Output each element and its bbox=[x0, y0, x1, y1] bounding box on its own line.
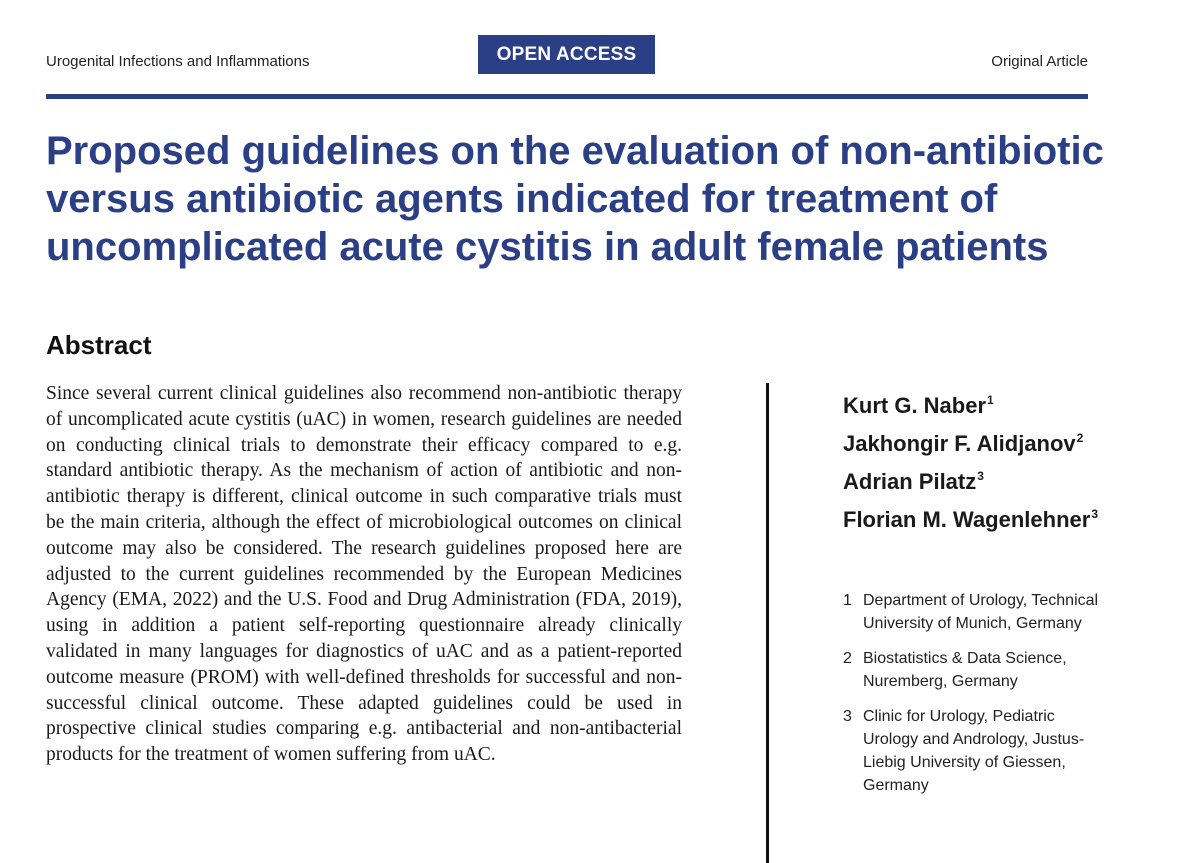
author-name: Kurt G. Naber bbox=[843, 393, 987, 418]
affiliation-item bbox=[843, 647, 1143, 693]
abstract-heading: Abstract bbox=[46, 330, 152, 360]
affiliation-list bbox=[843, 589, 1143, 809]
abstract-text: Since several current clinical guidelines also recommend non-antibiotic therapy of uncomplicated acute cystitis (uAC) in women, research guidelines are needed on conducting clinical trials to demonstrate their efficacy compared to e.g. standard antibiotic therapy. As the mechanism of action of antibiotic and non-antibiotic therapy is different, clinical outcome in such comparative trials must be the main criteria, although the effect of microbiological outcomes on clinical outcome may also be considered. The research guidelines proposed here are adjusted to the current guidelines recommended by the European Medicines Agency (EMA, 2022) and the U.S. Food and Drug Administration (FDA, 2019), using in addition a patient self-reporting questionnaire already clinically validated in many languages for diagnostics of uAC and as a patient-reported outcome measure (PROM) with well-defined thresholds for successful and non-successful clinical outcome. These adapted guidelines could be used in prospective clinical studies comparing e.g. antibacterial and non-antibacterial products for the treatment of women suffering from uAC. bbox=[46, 383, 682, 766]
author-item bbox=[843, 384, 1143, 422]
author-affiliation-mark: 3 bbox=[977, 469, 984, 483]
affiliation-text: Department of Urology, Technical University of Munich, Germany bbox=[863, 592, 1099, 632]
open-access-badge: OPEN ACCESS bbox=[478, 35, 655, 74]
article-title: Proposed guidelines on the evaluation of non-antibiotic versus antibiotic agents indicated for treatment of uncomplicated acute cystitis in adult female patients bbox=[46, 129, 1104, 269]
author-name: Florian M. Wagenlehner bbox=[843, 507, 1091, 532]
author-list bbox=[843, 384, 1143, 536]
column-divider bbox=[766, 383, 769, 863]
author-name: Adrian Pilatz bbox=[843, 469, 977, 494]
affiliation-number: 3 bbox=[843, 708, 852, 725]
affiliation-item bbox=[843, 705, 1143, 797]
affiliation-number: 1 bbox=[843, 592, 852, 609]
author-item bbox=[843, 460, 1143, 498]
affiliation-text: Clinic for Urology, Pediatric Urology and Andrology, Justus-Liebig University of Giessen, Germany bbox=[863, 708, 1085, 794]
affiliation-number: 2 bbox=[843, 650, 852, 667]
author-item bbox=[843, 498, 1143, 536]
article-type: Original Article bbox=[991, 53, 1088, 70]
author-affiliation-mark: 3 bbox=[1091, 507, 1099, 521]
author-name: Jakhongir F. Alidjanov bbox=[843, 431, 1076, 456]
author-item bbox=[843, 422, 1143, 460]
author-affiliation-mark: 1 bbox=[987, 393, 994, 407]
header-divider bbox=[46, 94, 1088, 99]
journal-name: Urogenital Infections and Inflammations bbox=[46, 53, 310, 70]
affiliation-text: Biostatistics & Data Science, Nuremberg, Germany bbox=[863, 650, 1067, 690]
author-affiliation-mark: 2 bbox=[1076, 431, 1084, 445]
affiliation-item bbox=[843, 589, 1143, 635]
